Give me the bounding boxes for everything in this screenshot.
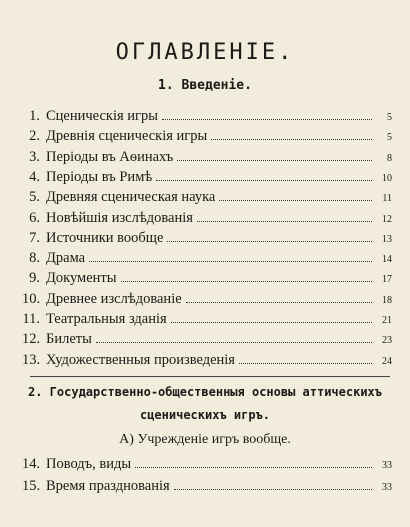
toc-entry-title: Древнія сценическія игры — [46, 128, 208, 144]
toc-entry-title: Билеты — [46, 331, 92, 347]
toc-entry — [22, 291, 392, 311]
toc-entry-leader-dots — [156, 180, 372, 181]
toc-entry-page: 8 — [387, 153, 392, 164]
toc-entry-number: 2. — [29, 128, 40, 144]
toc-entry-title: Сценическія игры — [46, 108, 158, 124]
toc-entry-number: 11. — [22, 311, 40, 327]
toc-entry-leader-dots — [197, 221, 372, 222]
toc-entry-page: 12 — [382, 214, 392, 225]
toc-entry-title: Древняя сценическая наука — [46, 189, 216, 205]
toc-entry-title: Драма — [46, 250, 86, 266]
toc-entry — [22, 311, 392, 331]
section-heading-state-foundations: 2. Государственно-общественныя основы аттическихъ — [28, 385, 383, 399]
toc-entry — [22, 128, 392, 148]
toc-entry — [22, 456, 392, 476]
toc-entry-number: 8. — [29, 250, 40, 266]
toc-entry-number: 4. — [29, 169, 40, 185]
toc-entry-leader-dots — [162, 119, 372, 120]
toc-entry — [22, 230, 392, 250]
toc-entry — [22, 331, 392, 351]
toc-entry-title: Періоды въ Римѣ — [46, 169, 153, 185]
toc-entry-title: Новѣйшія изслѣдованія — [46, 210, 193, 226]
toc-entry — [22, 270, 392, 290]
section-heading-state-foundations-continued: сценическихъ игръ. — [139, 408, 271, 422]
toc-entry-page: 5 — [387, 132, 392, 143]
toc-entry-leader-dots — [167, 241, 372, 242]
toc-entry-page: 33 — [382, 460, 392, 471]
toc-entry-leader-dots — [121, 281, 373, 282]
toc-entry-number: 1. — [29, 108, 40, 124]
toc-entry — [22, 169, 392, 189]
toc-entry-title: Древнее изслѣдованіе — [46, 291, 182, 307]
toc-entry-title: Театральныя зданія — [46, 311, 167, 327]
toc-entry-number: 9. — [29, 270, 40, 286]
toc-entry-page: 11 — [382, 193, 392, 204]
toc-entry-page: 21 — [382, 315, 392, 326]
toc-entry-page: 17 — [382, 274, 392, 285]
toc-entry — [22, 250, 392, 270]
toc-entry-leader-dots — [186, 302, 372, 303]
toc-entry-title: Время празднованія — [46, 478, 170, 494]
toc-entry-title: Документы — [46, 270, 117, 286]
toc-entry — [22, 352, 392, 372]
toc-entry-title: Источники вообще — [46, 230, 164, 246]
toc-entry — [22, 478, 392, 498]
toc-entry-title: Періоды въ Аѳинахъ — [46, 149, 174, 165]
toc-entry-leader-dots — [89, 261, 372, 262]
toc-entry-number: 12. — [22, 331, 41, 347]
toc-entry — [22, 210, 392, 230]
toc-entry-title: Поводъ, виды — [46, 456, 132, 472]
toc-entry-leader-dots — [135, 467, 372, 468]
toc-entry-leader-dots — [96, 342, 372, 343]
toc-entry-number: 10. — [22, 291, 41, 307]
toc-entry — [22, 149, 392, 169]
page-title: ОГЛАВЛЕНІЕ. — [115, 40, 295, 65]
toc-entry-page: 24 — [382, 356, 392, 367]
toc-entry-number: 13. — [22, 352, 41, 368]
toc-entry-leader-dots — [211, 139, 372, 140]
separator-rule — [30, 376, 390, 377]
toc-entry-number: 7. — [29, 230, 40, 246]
toc-entry-page: 33 — [382, 482, 392, 493]
toc-entry-page: 23 — [382, 335, 392, 346]
toc-entry-leader-dots — [177, 160, 372, 161]
toc-entry — [22, 108, 392, 128]
toc-entry-title: Художественныя произведенія — [46, 352, 235, 368]
toc-entry-page: 13 — [382, 234, 392, 245]
subsection-heading-a: А) Учрежденіе игръ вообще. — [119, 432, 291, 447]
toc-entry-number: 6. — [29, 210, 40, 226]
toc-entry-number: 3. — [29, 149, 40, 165]
section-heading-introduction: 1. Введеніе. — [158, 78, 252, 93]
toc-entry-leader-dots — [239, 363, 372, 364]
toc-entry-page: 18 — [382, 295, 392, 306]
toc-entry-leader-dots — [219, 200, 372, 201]
toc-entry-page: 5 — [387, 112, 392, 123]
toc-entry-number: 14. — [22, 456, 41, 472]
toc-entry-leader-dots — [174, 489, 372, 490]
toc-entry — [22, 189, 392, 209]
toc-entry-number: 5. — [29, 189, 40, 205]
toc-entry-page: 10 — [382, 173, 392, 184]
toc-entry-leader-dots — [171, 322, 372, 323]
toc-entry-number: 15. — [22, 478, 41, 494]
toc-entry-page: 14 — [382, 254, 392, 265]
